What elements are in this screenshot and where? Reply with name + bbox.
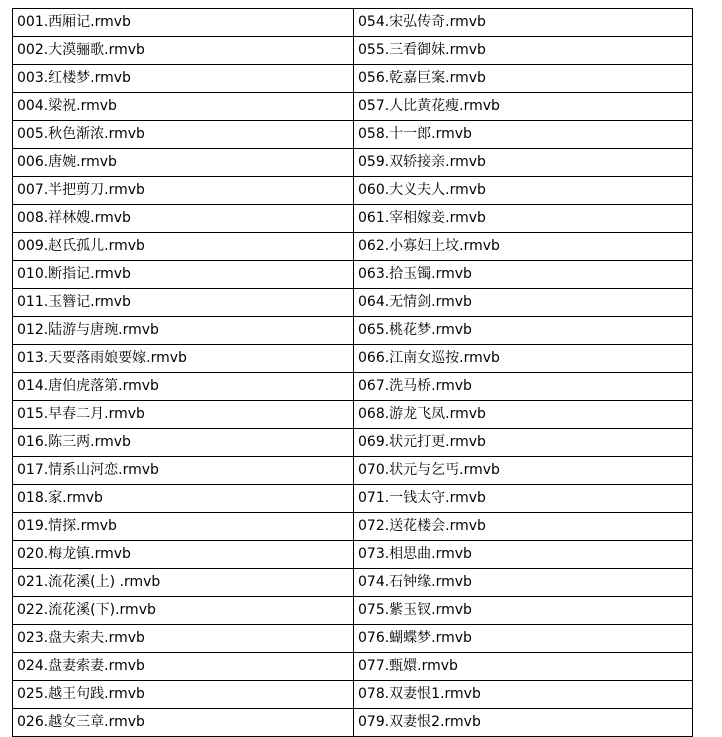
table-row [13, 625, 693, 653]
table-row [13, 513, 693, 541]
file-name-cell-left: 024.盘妻索妻.rmvb [13, 653, 354, 681]
file-name-cell-left: 006.唐婉.rmvb [13, 149, 354, 177]
table-row [13, 569, 693, 597]
table-row [13, 93, 693, 121]
file-name-cell-right: 071.一钱太守.rmvb [354, 485, 693, 513]
file-name-cell-left: 012.陆游与唐琬.rmvb [13, 317, 354, 345]
file-name-cell-right: 078.双妻恨1.rmvb [354, 681, 693, 709]
file-name-cell-left: 025.越王句践.rmvb [13, 681, 354, 709]
table-row [13, 485, 693, 513]
file-name-cell-left: 008.祥林嫂.rmvb [13, 205, 354, 233]
file-name-cell-left: 017.情系山河恋.rmvb [13, 457, 354, 485]
file-name-cell-left: 010.断指记.rmvb [13, 261, 354, 289]
table-row [13, 709, 693, 737]
table-row [13, 429, 693, 457]
file-name-cell-right: 061.宰相嫁妾.rmvb [354, 205, 693, 233]
file-name-cell-right: 069.状元打更.rmvb [354, 429, 693, 457]
file-name-cell-left: 002.大漠骊歌.rmvb [13, 37, 354, 65]
file-name-cell-left: 020.梅龙镇.rmvb [13, 541, 354, 569]
file-list-table [12, 8, 693, 737]
table-row [13, 37, 693, 65]
file-list-body [13, 9, 693, 737]
file-name-cell-left: 023.盘夫索夫.rmvb [13, 625, 354, 653]
table-row [13, 345, 693, 373]
table-row [13, 149, 693, 177]
file-name-cell-left: 009.赵氏孤儿.rmvb [13, 233, 354, 261]
file-name-cell-left: 011.玉簪记.rmvb [13, 289, 354, 317]
file-name-cell-left: 007.半把剪刀.rmvb [13, 177, 354, 205]
file-name-cell-right: 077.甄嬛.rmvb [354, 653, 693, 681]
file-name-cell-right: 066.江南女巡按.rmvb [354, 345, 693, 373]
table-row [13, 65, 693, 93]
table-row [13, 9, 693, 37]
file-name-cell-right: 065.桃花梦.rmvb [354, 317, 693, 345]
file-name-cell-right: 079.双妻恨2.rmvb [354, 709, 693, 737]
file-name-cell-right: 075.紫玉钗.rmvb [354, 597, 693, 625]
file-name-cell-right: 072.送花楼会.rmvb [354, 513, 693, 541]
table-row [13, 177, 693, 205]
table-row [13, 401, 693, 429]
file-name-cell-left: 001.西厢记.rmvb [13, 9, 354, 37]
file-name-cell-right: 073.相思曲.rmvb [354, 541, 693, 569]
table-row [13, 289, 693, 317]
file-name-cell-right: 059.双轿接亲.rmvb [354, 149, 693, 177]
table-row [13, 121, 693, 149]
file-name-cell-right: 068.游龙飞凤.rmvb [354, 401, 693, 429]
file-name-cell-left: 015.早春二月.rmvb [13, 401, 354, 429]
table-row [13, 233, 693, 261]
file-name-cell-left: 018.家.rmvb [13, 485, 354, 513]
file-name-cell-right: 056.乾嘉巨案.rmvb [354, 65, 693, 93]
file-name-cell-left: 022.流花溪(下).rmvb [13, 597, 354, 625]
file-name-cell-left: 014.唐伯虎落第.rmvb [13, 373, 354, 401]
file-name-cell-left: 019.情探.rmvb [13, 513, 354, 541]
file-name-cell-right: 058.十一郎.rmvb [354, 121, 693, 149]
file-name-cell-right: 063.拾玉镯.rmvb [354, 261, 693, 289]
table-row [13, 541, 693, 569]
file-name-cell-right: 062.小寡妇上坟.rmvb [354, 233, 693, 261]
file-name-cell-right: 064.无情剑.rmvb [354, 289, 693, 317]
file-name-cell-left: 003.红楼梦.rmvb [13, 65, 354, 93]
table-row [13, 457, 693, 485]
file-name-cell-left: 013.天要落雨娘要嫁.rmvb [13, 345, 354, 373]
file-name-cell-left: 026.越女三章.rmvb [13, 709, 354, 737]
file-name-cell-right: 057.人比黄花瘦.rmvb [354, 93, 693, 121]
table-row [13, 681, 693, 709]
table-row [13, 653, 693, 681]
file-name-cell-right: 067.洗马桥.rmvb [354, 373, 693, 401]
file-name-cell-right: 076.蝴蝶梦.rmvb [354, 625, 693, 653]
file-name-cell-right: 070.状元与乞丐.rmvb [354, 457, 693, 485]
table-row [13, 317, 693, 345]
table-row [13, 373, 693, 401]
file-name-cell-right: 074.石钟缘.rmvb [354, 569, 693, 597]
table-row [13, 261, 693, 289]
file-name-cell-left: 021.流花溪(上) .rmvb [13, 569, 354, 597]
file-name-cell-left: 016.陈三两.rmvb [13, 429, 354, 457]
file-name-cell-right: 055.三看御妹.rmvb [354, 37, 693, 65]
file-name-cell-left: 005.秋色渐浓.rmvb [13, 121, 354, 149]
table-row [13, 597, 693, 625]
file-name-cell-right: 054.宋弘传奇.rmvb [354, 9, 693, 37]
table-row [13, 205, 693, 233]
file-name-cell-right: 060.大义夫人.rmvb [354, 177, 693, 205]
file-name-cell-left: 004.梁祝.rmvb [13, 93, 354, 121]
